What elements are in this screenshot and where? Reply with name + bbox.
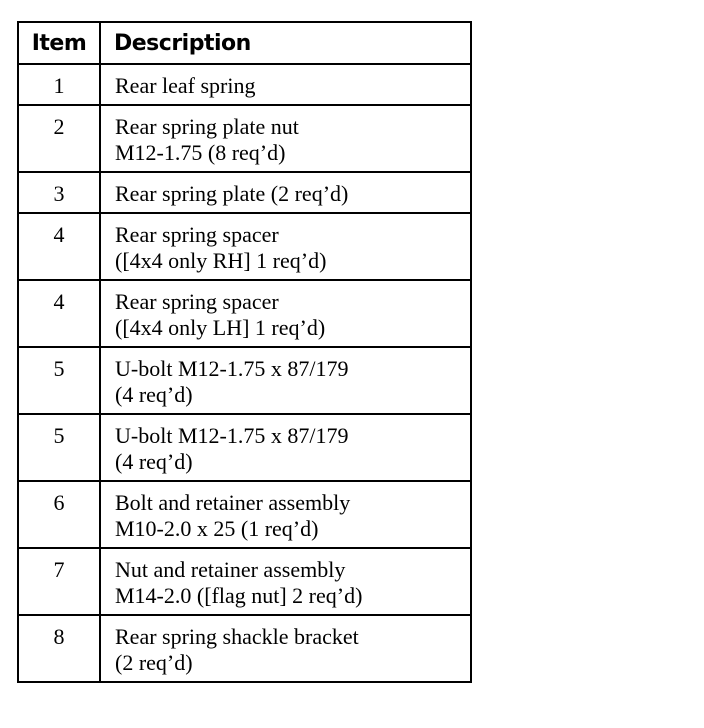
parts-table-body (18, 64, 471, 682)
item-number-cell: 8 (18, 615, 100, 682)
description-cell (100, 280, 471, 347)
description-line: (4 req’d) (115, 449, 193, 474)
description-cell (100, 548, 471, 615)
description-column-header: Description (100, 22, 471, 64)
item-number-cell: 5 (18, 414, 100, 481)
description-cell (100, 172, 471, 213)
description-line: M10-2.0 x 25 (1 req’d) (115, 516, 319, 541)
description-line: Rear spring plate nut (115, 114, 299, 139)
item-number-cell: 4 (18, 280, 100, 347)
description-line: Rear leaf spring (115, 73, 256, 98)
description-line: Rear spring spacer (115, 222, 279, 247)
description-line: Rear spring plate (2 req’d) (115, 181, 349, 206)
table-row (18, 213, 471, 280)
description-line: Rear spring shackle bracket (115, 624, 359, 649)
item-number-cell: 6 (18, 481, 100, 548)
item-number-cell: 2 (18, 105, 100, 172)
table-row (18, 548, 471, 615)
description-cell (100, 64, 471, 105)
header-row (18, 22, 471, 64)
item-number-cell: 5 (18, 347, 100, 414)
item-number-cell: 3 (18, 172, 100, 213)
item-number-cell: 4 (18, 213, 100, 280)
table-row (18, 347, 471, 414)
item-number-cell: 1 (18, 64, 100, 105)
description-cell (100, 347, 471, 414)
item-number-cell: 7 (18, 548, 100, 615)
table-row (18, 615, 471, 682)
description-cell (100, 615, 471, 682)
description-cell (100, 105, 471, 172)
table-row (18, 280, 471, 347)
description-line: U-bolt M12-1.75 x 87/179 (115, 423, 349, 448)
description-line: ([4x4 only LH] 1 req’d) (115, 315, 326, 340)
description-line: U-bolt M12-1.75 x 87/179 (115, 356, 349, 381)
table-row (18, 172, 471, 213)
description-cell (100, 414, 471, 481)
item-column-header: Item (18, 22, 100, 64)
description-line: Rear spring spacer (115, 289, 279, 314)
description-line: Bolt and retainer assembly (115, 490, 351, 515)
description-line: M14-2.0 ([flag nut] 2 req’d) (115, 583, 363, 608)
description-line: Nut and retainer assembly (115, 557, 346, 582)
description-line: M12-1.75 (8 req’d) (115, 140, 286, 165)
parts-table (17, 21, 472, 683)
description-line: (4 req’d) (115, 382, 193, 407)
table-row (18, 481, 471, 548)
description-line: ([4x4 only RH] 1 req’d) (115, 248, 327, 273)
table-row (18, 105, 471, 172)
description-cell (100, 213, 471, 280)
description-cell (100, 481, 471, 548)
table-row (18, 64, 471, 105)
description-line: (2 req’d) (115, 650, 193, 675)
table-row (18, 414, 471, 481)
